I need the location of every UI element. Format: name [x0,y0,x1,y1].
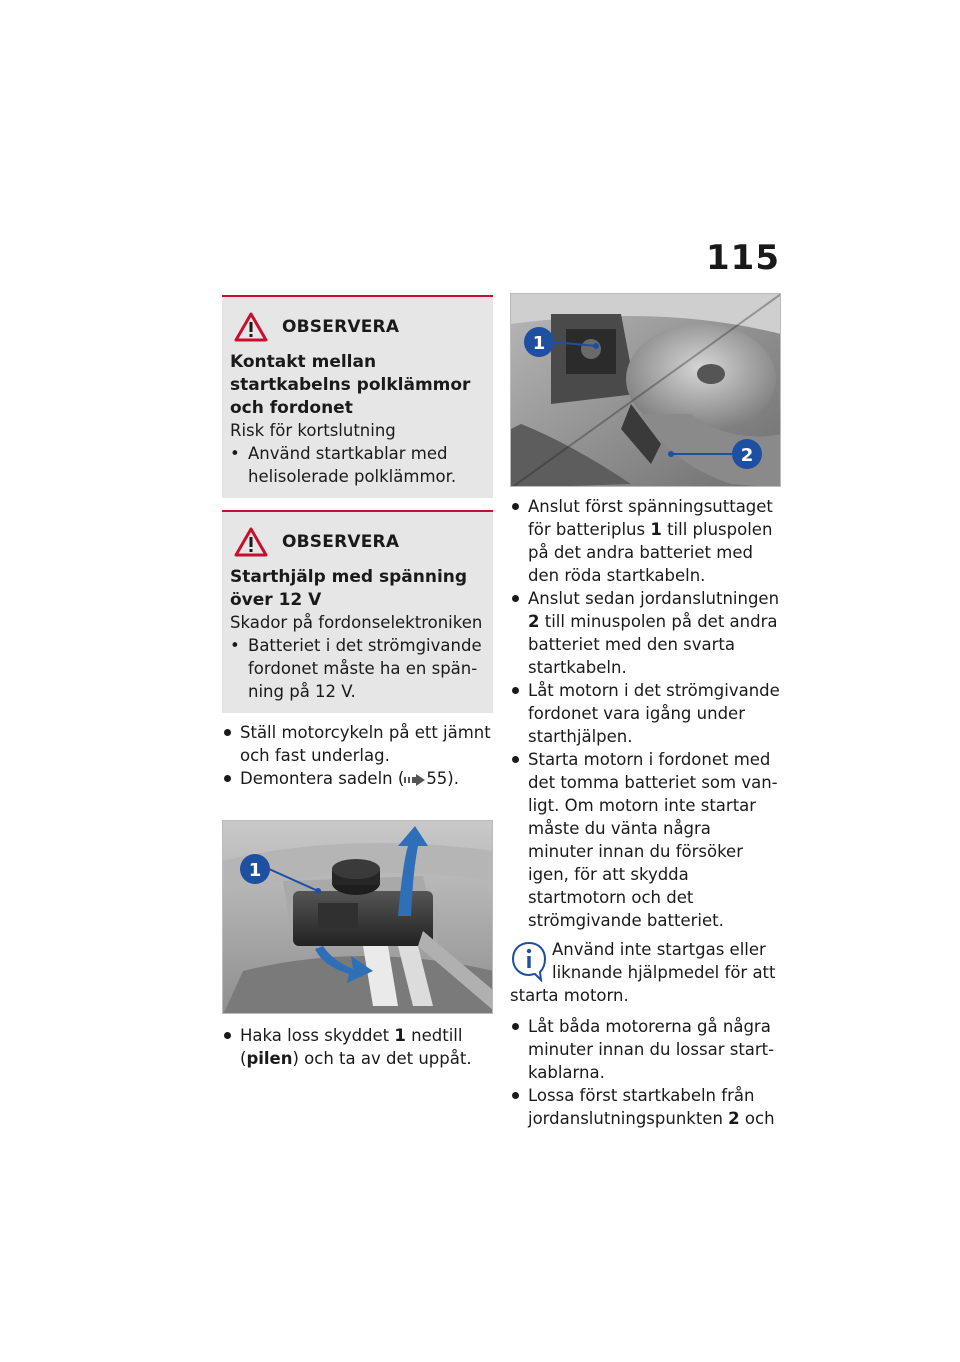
battery-cover-photo [222,820,493,1014]
notice-bullet: • Använd startkablar med helisolerade polklämmor. [230,442,485,488]
notice-header [230,524,485,560]
notice-risk: Risk för kortslutning [230,421,396,440]
ref-number: 2 [728,1109,740,1128]
step-start-engine: Starta motorn i fordonet med det tomma batteriet som vanligt. Om motorn inte startar måste du vänta några minuter innan du försöker igen, för att skydda startmotorn och det strömgivande batteriet. [510,748,780,932]
ref-number: 2 [528,612,540,631]
step-remove-cover [222,1024,493,1070]
step-text: ) och ta av det uppåt. [292,1049,472,1068]
step-connect-ground [510,587,780,679]
left-steps [222,721,493,790]
ref-number: 1 [394,1026,406,1045]
arrow-word: pilen [246,1049,293,1068]
battery-cover-illustration [223,821,493,1014]
page-number: 115 [706,238,780,278]
notice-voltage [222,510,493,713]
engine-terminals-illustration [511,294,781,487]
notice-title: Starthjälp med spänning över 12 V [230,567,468,610]
step-text: Demontera sadeln ( [240,769,405,788]
step-text: nedtill ( [240,1026,463,1068]
photo-label-2: 2 [740,445,754,466]
photo-label-1: 1 [248,860,262,881]
tip-no-start-gas [510,938,780,1007]
step-text: Haka loss skyddet [240,1026,395,1045]
left-column [222,295,493,1070]
right-steps [510,495,780,1130]
step-donor-running: Låt motorn i det strömgivande fordonet vara igång under starthjälpen. [510,679,780,748]
page-reference[interactable]: 55). [426,769,459,788]
step-text: Anslut sedan jordanslutningen [528,589,780,608]
tip-text: Använd inte startgas eller liknande hjälpmedel för att starta motorn. [510,940,776,1005]
warning-icon [234,527,268,557]
page-reference-arrow-icon [404,774,426,786]
notice-label: OBSERVERA [282,317,400,337]
notice-label: OBSERVERA [282,532,400,552]
step-disconnect-ground [510,1084,780,1130]
step-text: och [739,1109,775,1128]
step-text: till minuspolen på det andra batteriet med den svarta startkabeln. [528,612,778,677]
step-text: till pluspolen på det andra batteriet med den röda startkabeln. [528,520,773,585]
step-connect-positive [510,495,780,587]
right-column [510,293,780,1130]
warning-icon [234,312,268,342]
step-text: Lossa först startkabeln från jordanslutningspunkten [528,1086,755,1128]
step-text: Anslut först spänningsuttaget för batteriplus [528,497,773,539]
notice-header [230,309,485,345]
notice-risk: Skador på fordonselektroniken [230,613,483,632]
notice-bullet: • Batteriet i det strömgivande fordonet måste ha en spänning på 12 V. [230,634,485,703]
step-level-ground: Ställ motorcykeln på ett jämnt och fast underlag. [222,721,493,767]
step-run-both: Låt båda motorerna gå några minuter innan du lossar startkablarna. [510,1015,780,1084]
step-remove-seat [222,767,493,790]
info-tip-icon [510,940,548,982]
notice-title: Kontakt mellan startkabelns polklämmor och fordonet [230,352,471,418]
ref-number: 1 [650,520,662,539]
photo-label-1: 1 [532,333,546,354]
engine-terminals-photo [510,293,781,487]
notice-short-circuit [222,295,493,498]
